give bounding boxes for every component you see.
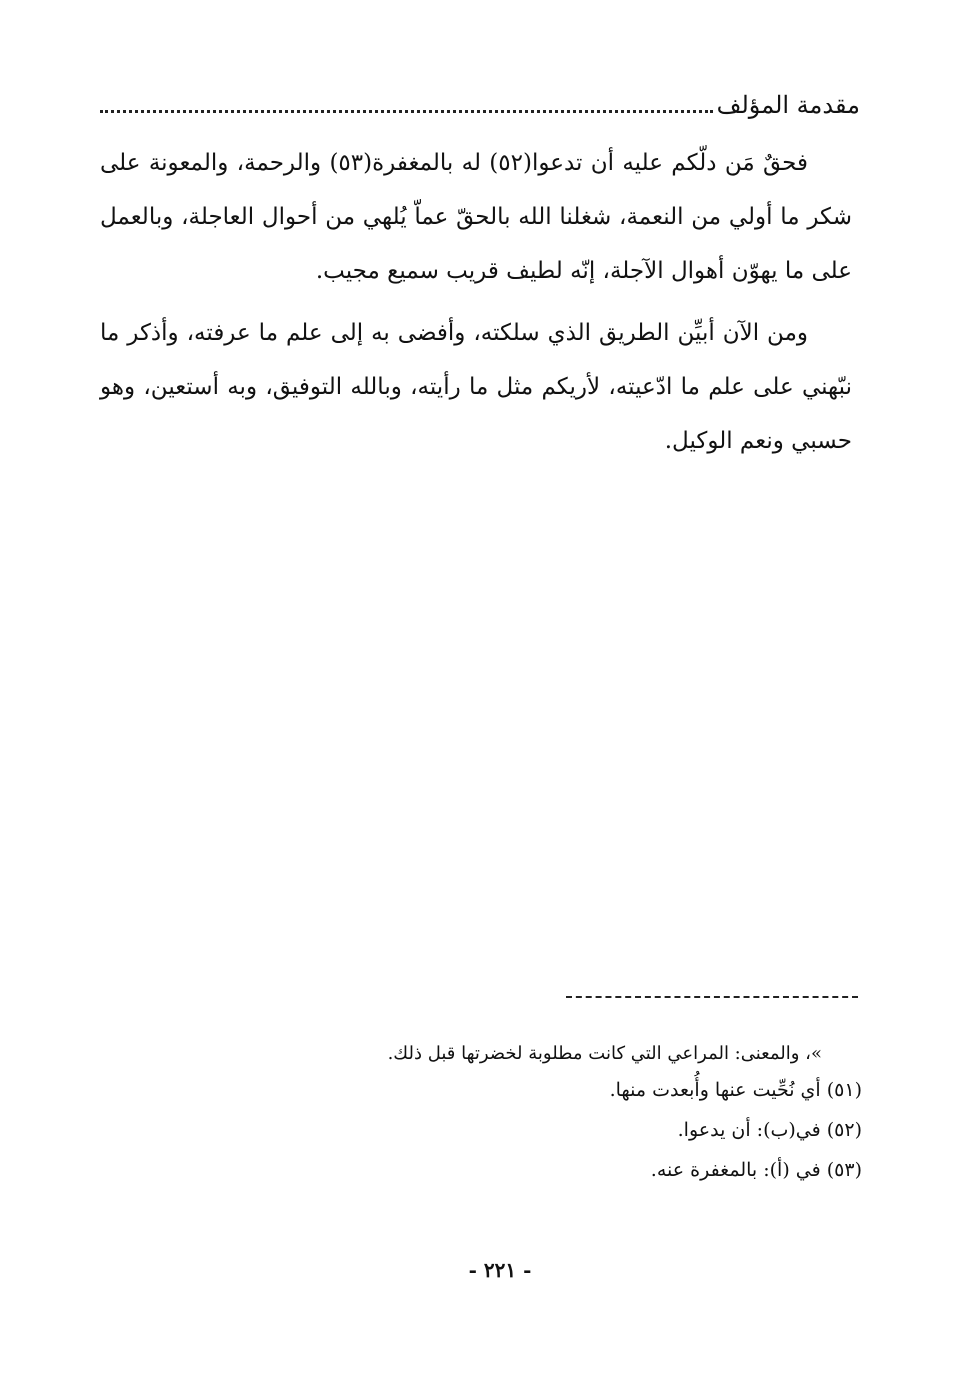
body-paragraph-1 [100,136,852,298]
footnotes [300,1038,862,1190]
paragraph-text: فحقٌ مَن دلّكم عليه أن تدعوا(٥٢) له بالمغفرة(٥٣) والرحمة، والمعونة على شكر ما أولي من النعمة، شغلنا الله بالحقّ عماّ يُلهي من أحوال العاجلة، وبالعمل على ما يهوّن أهوال الآجلة، إنّه لطيف قريب سميع مجيب. [100,150,852,284]
footnote-separator [566,996,858,998]
header-dot-leader [100,88,713,113]
body-paragraph-2 [100,306,852,468]
footnote-52: (٥٢) في(ب): أن يدعوا. [677,1119,862,1141]
paragraph-text: ومن الآن أبيِّن الطريق الذي سلكته، وأفضى به إلى علم ما عرفته، وأذكر ما نبّهني على علم ما ادّعيته، لأريكم مثل ما رأيته، وبالله التوفيق، وبه أستعين، وهو حسبي ونعم الوكيل. [100,320,852,454]
header-title: مقدمة المؤلف [716,91,860,119]
footnote-51: (٥١) أي نُحِّيت عنها وأُبعدت منها. [609,1079,862,1101]
running-header [100,88,860,119]
footnote-53: (٥٣) في (أ): بالمغفرة عنه. [650,1159,862,1181]
footnote-continuation: »، والمعنى: المراعي التي كانت مطلوبة لخضرتها قبل ذلك. [387,1043,822,1064]
page-number: - ٢٢١ - [468,1258,532,1282]
